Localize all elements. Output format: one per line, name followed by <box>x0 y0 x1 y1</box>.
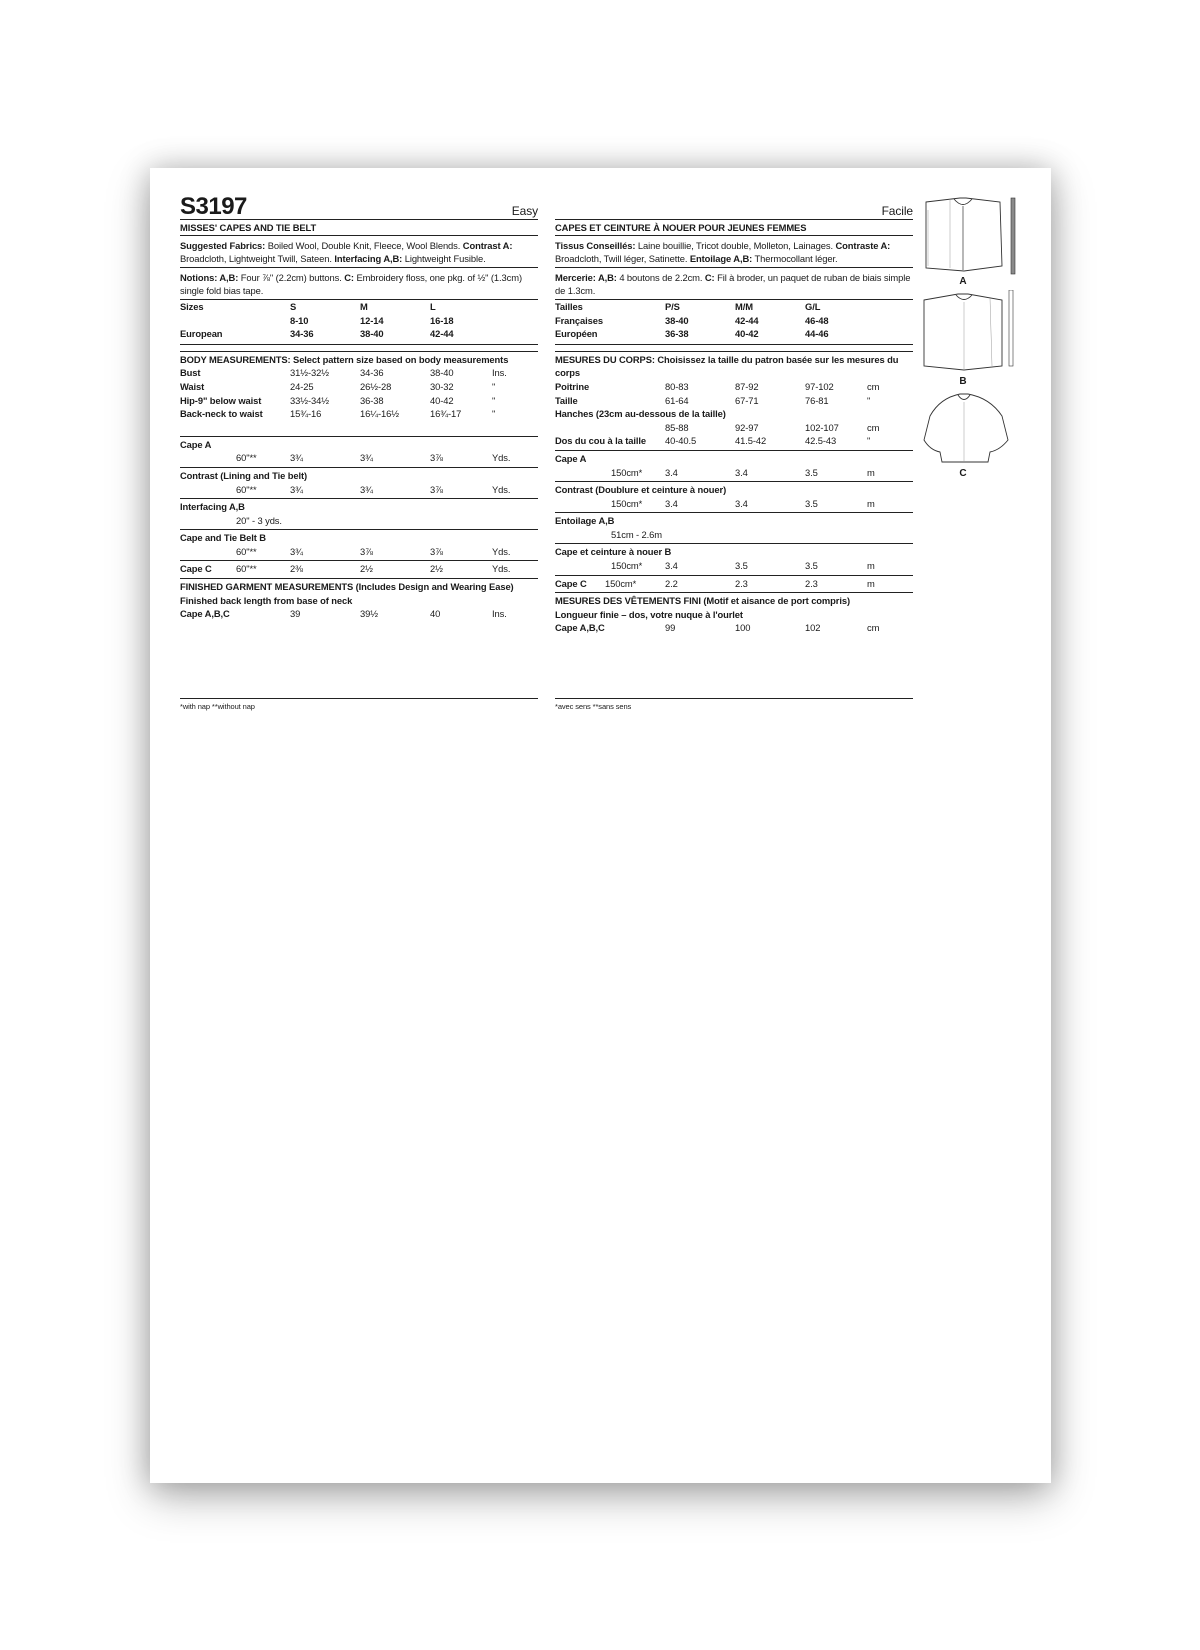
table-row: European 34-36 38-40 42-44 <box>180 328 454 340</box>
table-row: 85-88 92-97 102-107 cm <box>665 421 880 433</box>
french-column <box>555 194 913 711</box>
table-row: 51cm - 2.6m <box>611 528 662 540</box>
hip-label: Hanches (23cm au-dessous de la taille) <box>555 408 726 420</box>
yardage-interfacing: Entoilage A,B 51cm - 2.6m <box>555 514 913 544</box>
pattern-sheet <box>150 168 1051 1483</box>
yardage-contrast: Contrast (Doublure et ceinture à nouer) 150cm* 3.4 3.4 3.5 m <box>555 483 913 513</box>
sizes-table <box>555 300 913 345</box>
finished-subheading: Longueur finie – dos, votre nuque à l'ourlet <box>555 608 743 620</box>
cape-b-sketch <box>920 290 1020 380</box>
finished-subheading: Finished back length from base of neck <box>180 594 353 606</box>
notions-paragraph: Notions: A,B: Four ⅞" (2.2cm) buttons. C: Embroidery floss, one pkg. of ½" (1.3cm) single fold bias tape. <box>180 268 538 300</box>
footnote-divider <box>555 698 913 699</box>
sizes-table <box>180 300 538 345</box>
table-row: Waist 24-25 26½-28 30-32 " <box>180 380 496 392</box>
difficulty-level: Facile <box>881 204 913 218</box>
table-row: Françaises 38-40 42-44 46-48 <box>555 314 829 326</box>
technical-sketches <box>920 196 1020 479</box>
sketch-label-b: B <box>959 376 967 387</box>
pattern-title: MISSES' CAPES AND TIE BELT <box>180 220 538 236</box>
yardage-cape-a: Cape A 60"** 3¾ 3¾ 3⅞ Yds. <box>180 438 538 468</box>
table-row: 60"** 3¾ 3¾ 3⅞ Yds. <box>236 452 511 464</box>
yardage-cape-b: Cape and Tie Belt B 60"** 3¾ 3⅞ 3⅞ Yds. <box>180 531 538 561</box>
notions-paragraph: Mercerie: A,B: 4 boutons de 2.2cm. C: Fil à broder, un paquet de ruban de biais simple de 1.3cm. <box>555 268 913 300</box>
table-row: 60"** 3¾ 3⅞ 3⅞ Yds. <box>236 545 511 557</box>
yardage-cape-c <box>555 577 913 594</box>
yardage-cape-c <box>180 562 538 579</box>
fabrics-paragraph: Tissus Conseillés: Laine bouillie, Tricot double, Molleton, Lainages. Contraste A: Broadcloth, Twill léger, Satinette. Entoilage A,B: Thermocollant léger. <box>555 236 913 268</box>
yardage-cape-b: Cape et ceinture à nouer B 150cm* 3.4 3.5 3.5 m <box>555 545 913 575</box>
pattern-code: S3197 <box>180 193 247 220</box>
body-measurements-heading: BODY MEASUREMENTS: Select pattern size based on body measurements <box>180 351 538 367</box>
table-row: Back-neck to waist 15¾-16 16¼-16½ 16¾-17 " <box>180 408 496 420</box>
header-row <box>180 194 538 220</box>
footnote-divider <box>180 698 538 699</box>
table-row: 60"** 3¾ 3¾ 3⅞ Yds. <box>236 483 511 495</box>
body-measurements-heading: MESURES DU CORPS: Choisissez la taille du patron basée sur les mesures du corps <box>555 351 913 380</box>
yardage-contrast: Contrast (Lining and Tie belt) 60"** 3¾ 3¾ 3⅞ Yds. <box>180 469 538 499</box>
difficulty-level: Easy <box>511 204 538 218</box>
body-measurements-table <box>180 366 538 436</box>
table-row: Cape C 150cm* 2.2 2.3 2.3 m <box>555 577 875 589</box>
table-row: Cape C 60"** 2⅜ 2½ 2½ Yds. <box>180 563 511 575</box>
table-row: Dos du cou à la taille 40-40.5 41.5-42 42.5-43 " <box>555 435 871 447</box>
finished-heading: FINISHED GARMENT MEASUREMENTS (Includes Design and Wearing Ease) <box>180 581 514 593</box>
table-row: Bust 31½-32½ 34-36 38-40 Ins. <box>180 367 507 379</box>
table-row: 150cm* 3.4 3.4 3.5 m <box>611 497 875 509</box>
table-row: Cape A,B,C 99 100 102 cm <box>555 622 880 634</box>
footnote: *avec sens **sans sens <box>555 702 632 711</box>
body-measurements-table <box>555 380 913 451</box>
english-column <box>180 193 538 711</box>
finished-heading: MESURES DES VÊTEMENTS FINI (Motif et aisance de port compris) <box>555 595 850 607</box>
pattern-title: CAPES ET CEINTURE À NOUER POUR JEUNES FEMMES <box>555 220 913 236</box>
table-row: Sizes S M L <box>180 300 436 312</box>
yardage-interfacing: Interfacing A,B 20" - 3 yds. <box>180 500 538 530</box>
table-row: Tailles P/S M/M G/L <box>555 300 821 312</box>
cape-c-sketch <box>920 388 1020 478</box>
table-row: 8-10 12-14 16-18 <box>290 314 454 326</box>
table-row: Hip-9" below waist 33½-34½ 36-38 40-42 " <box>180 394 496 406</box>
table-row: Cape A,B,C 39 39½ 40 Ins. <box>180 608 507 620</box>
sketch-label-a: A <box>959 276 967 287</box>
table-row: 150cm* 3.4 3.4 3.5 m <box>611 466 875 478</box>
fabrics-paragraph: Suggested Fabrics: Boiled Wool, Double Knit, Fleece, Wool Blends. Contrast A: Broadcloth, Lightweight Twill, Sateen. Interfacing A,B: Lightweight Fusible. <box>180 236 538 268</box>
table-row: Taille 61-64 67-71 76-81 " <box>555 394 871 406</box>
table-row: 20" - 3 yds. <box>236 514 282 526</box>
sketch-label-c: C <box>959 468 967 479</box>
header-row <box>555 194 913 220</box>
table-row: 150cm* 3.4 3.5 3.5 m <box>611 560 875 572</box>
yardage-cape-a: Cape A 150cm* 3.4 3.4 3.5 m <box>555 452 913 482</box>
cape-a-sketch <box>920 196 1020 286</box>
table-row: Poitrine 80-83 87-92 97-102 cm <box>555 380 880 392</box>
table-row: Européen 36-38 40-42 44-46 <box>555 328 829 340</box>
footnote: *with nap **without nap <box>180 702 255 711</box>
